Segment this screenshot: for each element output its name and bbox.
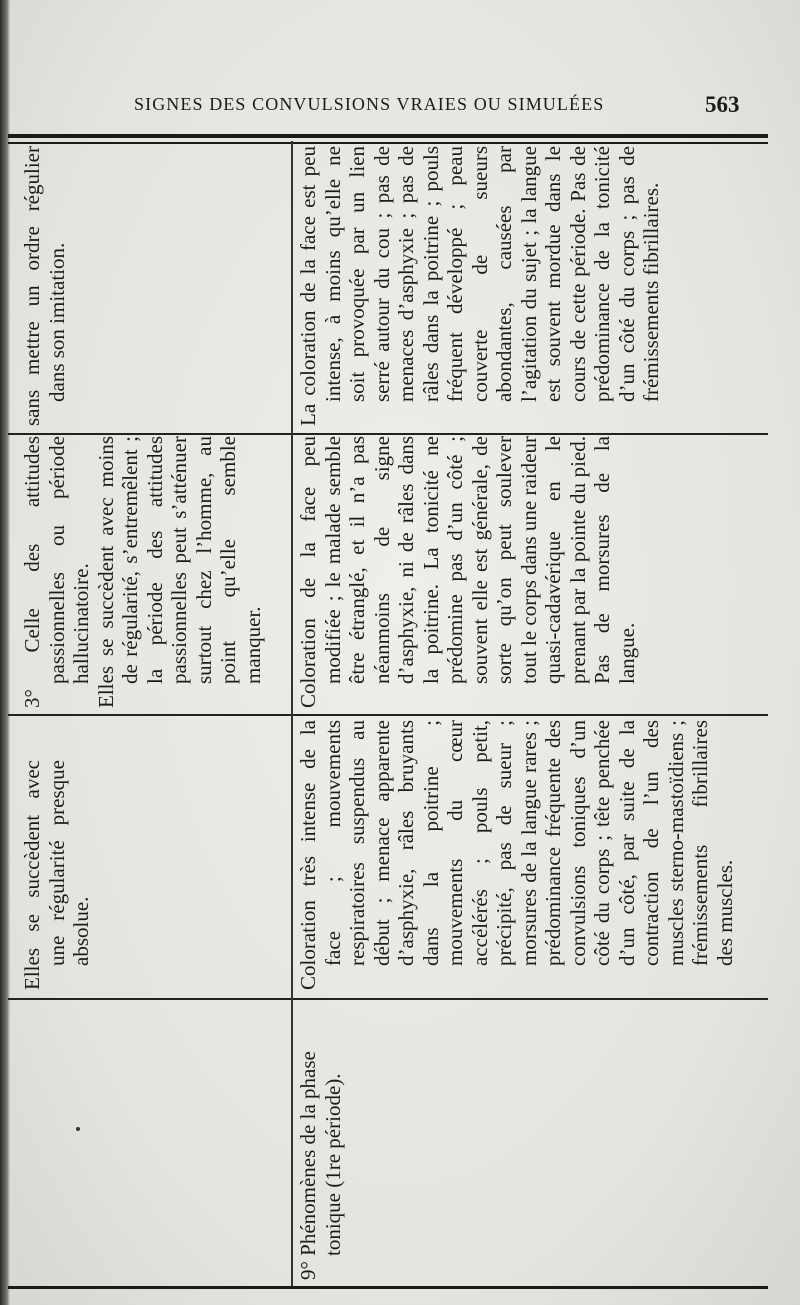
table-cell-continuation-simulated: sans mettre un ordre régulier dans son imitation. [20, 146, 69, 426]
table-bottom-rule [8, 1286, 768, 1289]
table-cell-continuation-hysteria [20, 436, 290, 708]
table-cell-tonic-convulsive: Coloration très intense de la face ; mouvements respiratoires suspendus au début ; menace apparente d’asphyxie, râles bruyants dans la poitrine ; mouvements du cœur accélérés ; pouls petit, précipité, pas de sueur ; morsures de la langue rares ; prédominance fréquente des convulsions toniques d’un côté du corps ; tête penchée d’un côté, par suite de la contraction de l’un des muscles sterno-mastoïdiens ; frémissements fibrillaires des muscles. [296, 720, 737, 990]
table-cell-continuation-convulsive: Elles se succèdent avec une régularité presque absolue. [20, 760, 93, 990]
table-row-divider [291, 141, 293, 1286]
page-number: 563 [705, 92, 740, 117]
table-top-rule [8, 134, 768, 138]
table-cell-tonic-hysteria: Coloration de la face peu modifiée ; le malade semble être étranglé, et il n’a pas néanmoins de signe d’asphyxie, ni de râles dans la poitrine. La tonicité ne prédomine pas d’un côté ; souvent elle est générale, de sorte qu’on peut soulever tout le corps dans une raideur quasi-cadavérique en le prenant par la pointe du pied. Pas de morsures de la langue. [296, 436, 639, 708]
period-heading: 3° Celle des attitudes passionnelles ou période hallucinatoire. [20, 436, 93, 708]
book-binding-edge [0, 0, 10, 1305]
table-top-rule-thin [8, 142, 768, 144]
period-description: Elles se succèdent avec moins de régularité, s’entremêlent ; la période des attitudes passionnelles peut s’atténuer surtout chez l’homme, au point qu’elle semble manquer. [93, 436, 265, 708]
table-column-divider [8, 433, 768, 435]
table-column-divider [8, 714, 768, 716]
row-label-tonic-phase: 9° Phénomènes de la phase tonique (1re période). [296, 1051, 345, 1280]
table-column-divider [8, 998, 768, 1000]
running-head: SIGNES DES CONVULSIONS VRAIES OU SIMULÉES [134, 94, 605, 114]
table-cell-tonic-simulated: La coloration de la face est peu intense, à moins qu’elle ne soit provoquée par un lien serré autour du cou ; pas de menaces d’asphyxie ; pas de râles dans la poitrine ; pouls fréquent développé ; peau couverte de sueurs abondantes, causées par l’agitation du sujet ; la langue est souvent mordue dans le cours de cette période. Pas de prédominance de la tonicité d’un côté du corps ; pas de frémissements fibrillaires. [296, 146, 663, 426]
print-speck [76, 1127, 80, 1131]
